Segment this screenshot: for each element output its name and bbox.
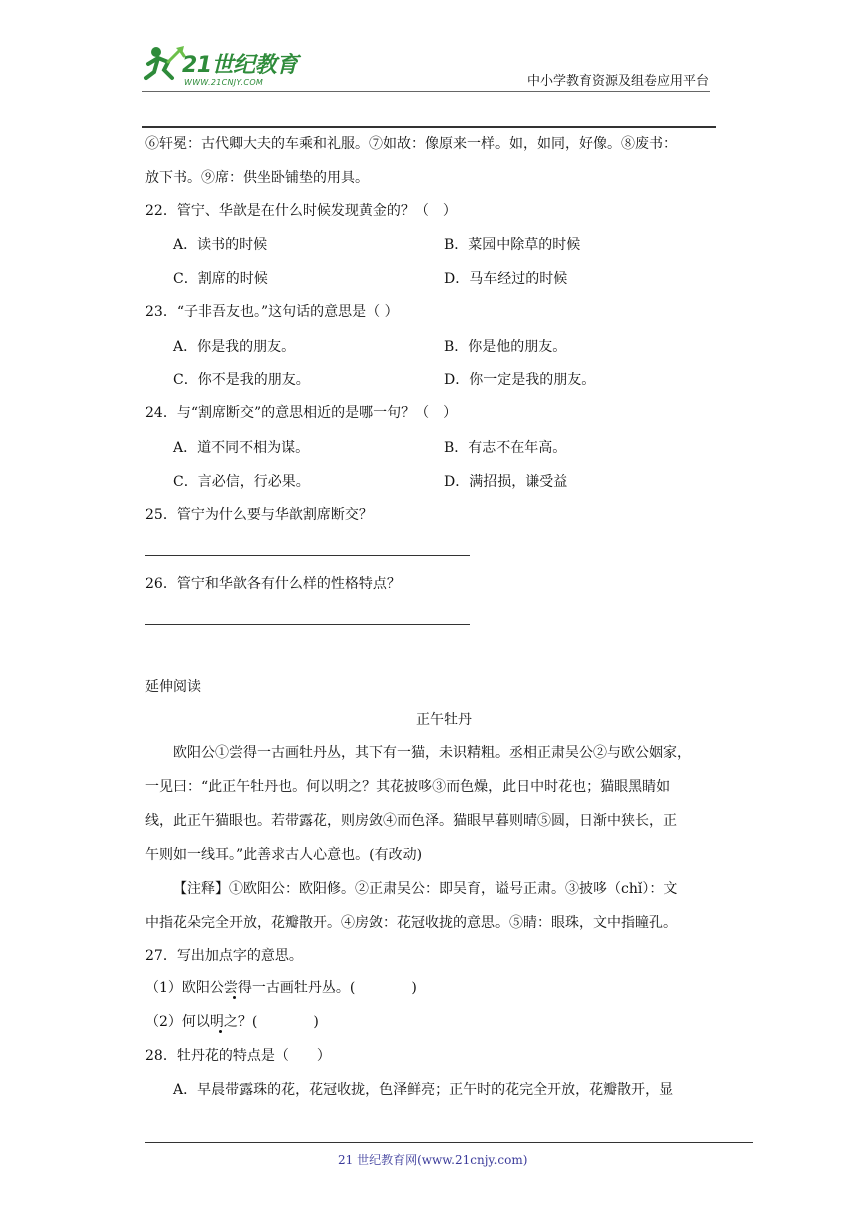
question-27-sub-1: （1）欧阳公尝得一古画牡丹丛。( ) — [145, 980, 417, 996]
header-divider — [142, 126, 716, 128]
question-25-stem: 25．管宁为什么要与华歆割席断交？ — [145, 507, 373, 523]
question-26-stem: 26．管宁和华歆各有什么样的性格特点？ — [145, 576, 401, 592]
question-24-stem: 24．与“割席断交”的意思相近的是哪一句？（ ） — [145, 405, 458, 421]
passage-line: 欧阳公①尝得一古画牡丹丛，其下有一猫，未识精粗。丞相正肃吴公②与欧公姻家， — [173, 745, 691, 761]
passage-title: 正午牡丹 — [416, 712, 472, 728]
passage-line: 线，此正午猫眼也。若带露花，则房敛④而色泽。猫眼早暮则晴⑤圆，日渐中狭长，正 — [145, 813, 677, 829]
question-23-option-a[interactable]: A．你是我的朋友。 — [173, 339, 296, 355]
question-28-option-a[interactable]: A．早晨带露珠的花，花冠收拢，色泽鲜亮；正午时的花完全开放，花瓣散开，显 — [173, 1082, 674, 1098]
question-23-stem: 23．“子非吾友也。”这句话的意思是（ ） — [145, 304, 399, 320]
question-23-option-d[interactable]: D．你一定是我的朋友。 — [444, 372, 596, 388]
question-27-stem: 27．写出加点字的意思。 — [145, 948, 303, 964]
emphasis-dot — [233, 996, 236, 999]
question-24-option-b[interactable]: B．有志不在年高。 — [444, 440, 567, 456]
question-24-option-d[interactable]: D．满招损，谦受益 — [444, 474, 568, 490]
question-24-option-c[interactable]: C．言必信，行必果。 — [173, 474, 310, 490]
question-26-answer-line[interactable] — [145, 624, 470, 625]
question-23-option-b[interactable]: B．你是他的朋友。 — [444, 339, 567, 355]
question-28-stem: 28．牡丹花的特点是（ ） — [145, 1048, 331, 1064]
question-24-option-a[interactable]: A．道不同不相为谋。 — [173, 440, 310, 456]
logo-runner-icon — [142, 44, 186, 84]
section-heading: 延伸阅读 — [145, 679, 201, 695]
passage-line: 一见曰：“此正午牡丹也。何以明之？其花披哆③而色燥，此日中时花也；猫眼黑睛如 — [145, 779, 671, 795]
question-25-answer-line[interactable] — [145, 555, 470, 556]
header-divider-thin — [142, 91, 710, 92]
question-22-option-b[interactable]: B．菜园中除草的时候 — [444, 237, 581, 253]
question-22-option-d[interactable]: D．马车经过的时候 — [444, 271, 568, 287]
question-22-stem: 22．管宁、华歆是在什么时候发现黄金的？（ ） — [145, 203, 457, 219]
annotation-line: 中指花朵完全开放，花瓣散开。④房敛：花冠收拢的意思。⑤睛：眼珠，文中指瞳孔。 — [145, 915, 677, 931]
header-platform-text: 中小学教育资源及组卷应用平台 — [527, 74, 710, 89]
note-line: 放下书。⑨席：供坐卧铺垫的用具。 — [145, 170, 369, 186]
logo — [142, 42, 312, 90]
emphasis-dot — [219, 1030, 222, 1033]
question-27-sub-2: （2）何以明之？( ) — [145, 1014, 319, 1030]
question-22-option-a[interactable]: A．读书的时候 — [173, 237, 268, 253]
footer-text[interactable]: 21 世纪教育网(www.21cnjy.com) — [338, 1153, 528, 1167]
annotation-line: 【注释】①欧阳公：欧阳修。②正肃吴公：即吴育，谥号正肃。③披哆（chǐ）：文 — [173, 881, 678, 897]
question-23-option-c[interactable]: C．你不是我的朋友。 — [173, 372, 310, 388]
logo-text: 21世纪教育 — [182, 53, 298, 78]
question-22-option-c[interactable]: C．割席的时候 — [173, 271, 268, 287]
passage-line: 午则如一线耳。”此善求古人心意也。(有改动) — [145, 847, 423, 863]
footer-divider — [145, 1142, 753, 1143]
logo-url: WWW.21CNJY.COM — [184, 78, 264, 87]
note-line: ⑥轩冕：古代卿大夫的车乘和礼服。⑦如故：像原来一样。如，如同，好像。⑧废书： — [145, 136, 677, 152]
